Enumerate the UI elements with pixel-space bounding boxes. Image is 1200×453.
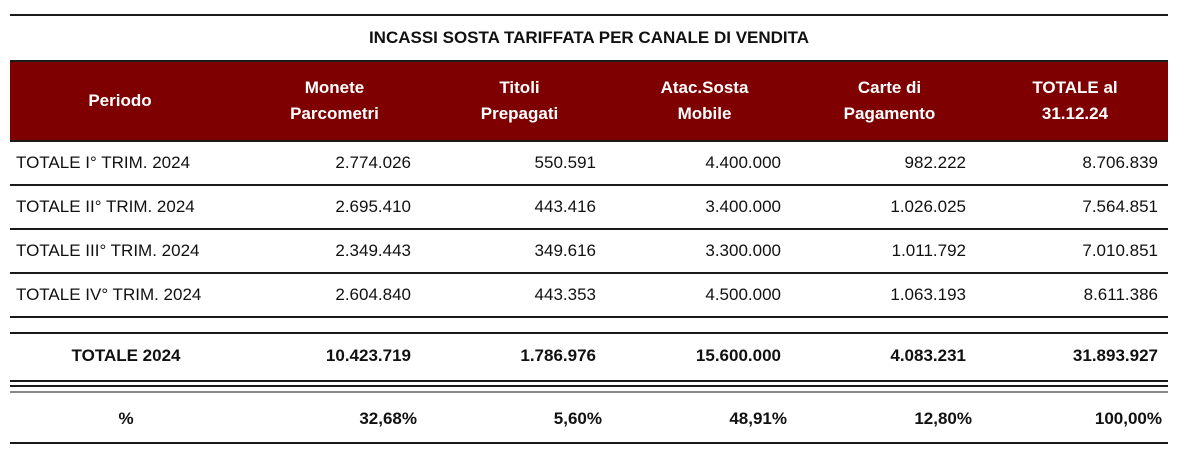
table-row	[10, 274, 1168, 318]
total-monete: 10.423.719	[325, 346, 411, 365]
cell-period: TOTALE I° TRIM. 2024	[16, 153, 191, 172]
cell-carte: 1.026.025	[890, 197, 966, 216]
header-periodo: Periodo	[88, 91, 152, 110]
table-title: INCASSI SOSTA TARIFFATA PER CANALE DI VENDITA	[10, 14, 1168, 60]
cell-titoli: 349.616	[534, 241, 596, 260]
header-atac-sosta-mobile: Atac.Sosta Mobile	[660, 78, 749, 123]
total-carte: 4.083.231	[890, 346, 966, 365]
table-row	[10, 186, 1168, 230]
table-row	[10, 142, 1168, 186]
cell-totale: 7.564.851	[1082, 197, 1158, 216]
cell-atac: 3.300.000	[705, 241, 781, 260]
total-titoli: 1.786.976	[520, 346, 596, 365]
cell-monete: 2.349.443	[335, 241, 411, 260]
percent-label: %	[118, 409, 134, 428]
table-header-row	[10, 60, 1168, 142]
percent-titoli: 5,60%	[553, 409, 602, 428]
table-row	[10, 230, 1168, 274]
cell-titoli: 443.416	[534, 197, 596, 216]
percent-row	[10, 396, 1168, 444]
cell-atac: 3.400.000	[705, 197, 781, 216]
header-carte-pagamento: Carte di Pagamento	[843, 78, 936, 123]
cell-carte: 1.063.193	[890, 285, 966, 304]
cell-period: TOTALE IV° TRIM. 2024	[16, 285, 202, 304]
cell-period: TOTALE II° TRIM. 2024	[16, 197, 195, 216]
cell-titoli: 443.353	[534, 285, 596, 304]
total-row	[10, 334, 1168, 378]
total-period: TOTALE 2024	[71, 346, 181, 365]
percent-monete: 32,68%	[359, 409, 417, 428]
cell-atac: 4.500.000	[705, 285, 781, 304]
header-titoli-prepagati: Titoli Prepagati	[480, 78, 559, 123]
spacer-rule	[10, 318, 1168, 334]
cell-period: TOTALE III° TRIM. 2024	[16, 241, 200, 260]
cell-atac: 4.400.000	[705, 153, 781, 172]
header-monete-parcometri: Monete Parcometri	[290, 78, 379, 123]
percent-atac: 48,91%	[729, 409, 787, 428]
double-rule	[10, 380, 1168, 387]
cell-monete: 2.774.026	[335, 153, 411, 172]
cell-totale: 7.010.851	[1082, 241, 1158, 260]
cell-carte: 982.222	[904, 153, 966, 172]
percent-totale: 100,00%	[1094, 409, 1162, 428]
cell-carte: 1.011.792	[891, 241, 966, 260]
header-totale: TOTALE al 31.12.24	[1032, 78, 1118, 123]
cell-totale: 8.706.839	[1082, 153, 1158, 172]
cell-monete: 2.695.410	[335, 197, 411, 216]
total-atac: 15.600.000	[695, 346, 781, 365]
cell-totale: 8.611.386	[1083, 285, 1158, 304]
percent-carte: 12,80%	[914, 409, 972, 428]
cell-monete: 2.604.840	[335, 285, 411, 304]
revenue-table	[10, 14, 1168, 444]
total-totale: 31.893.927	[1072, 346, 1158, 365]
cell-titoli: 550.591	[534, 153, 596, 172]
